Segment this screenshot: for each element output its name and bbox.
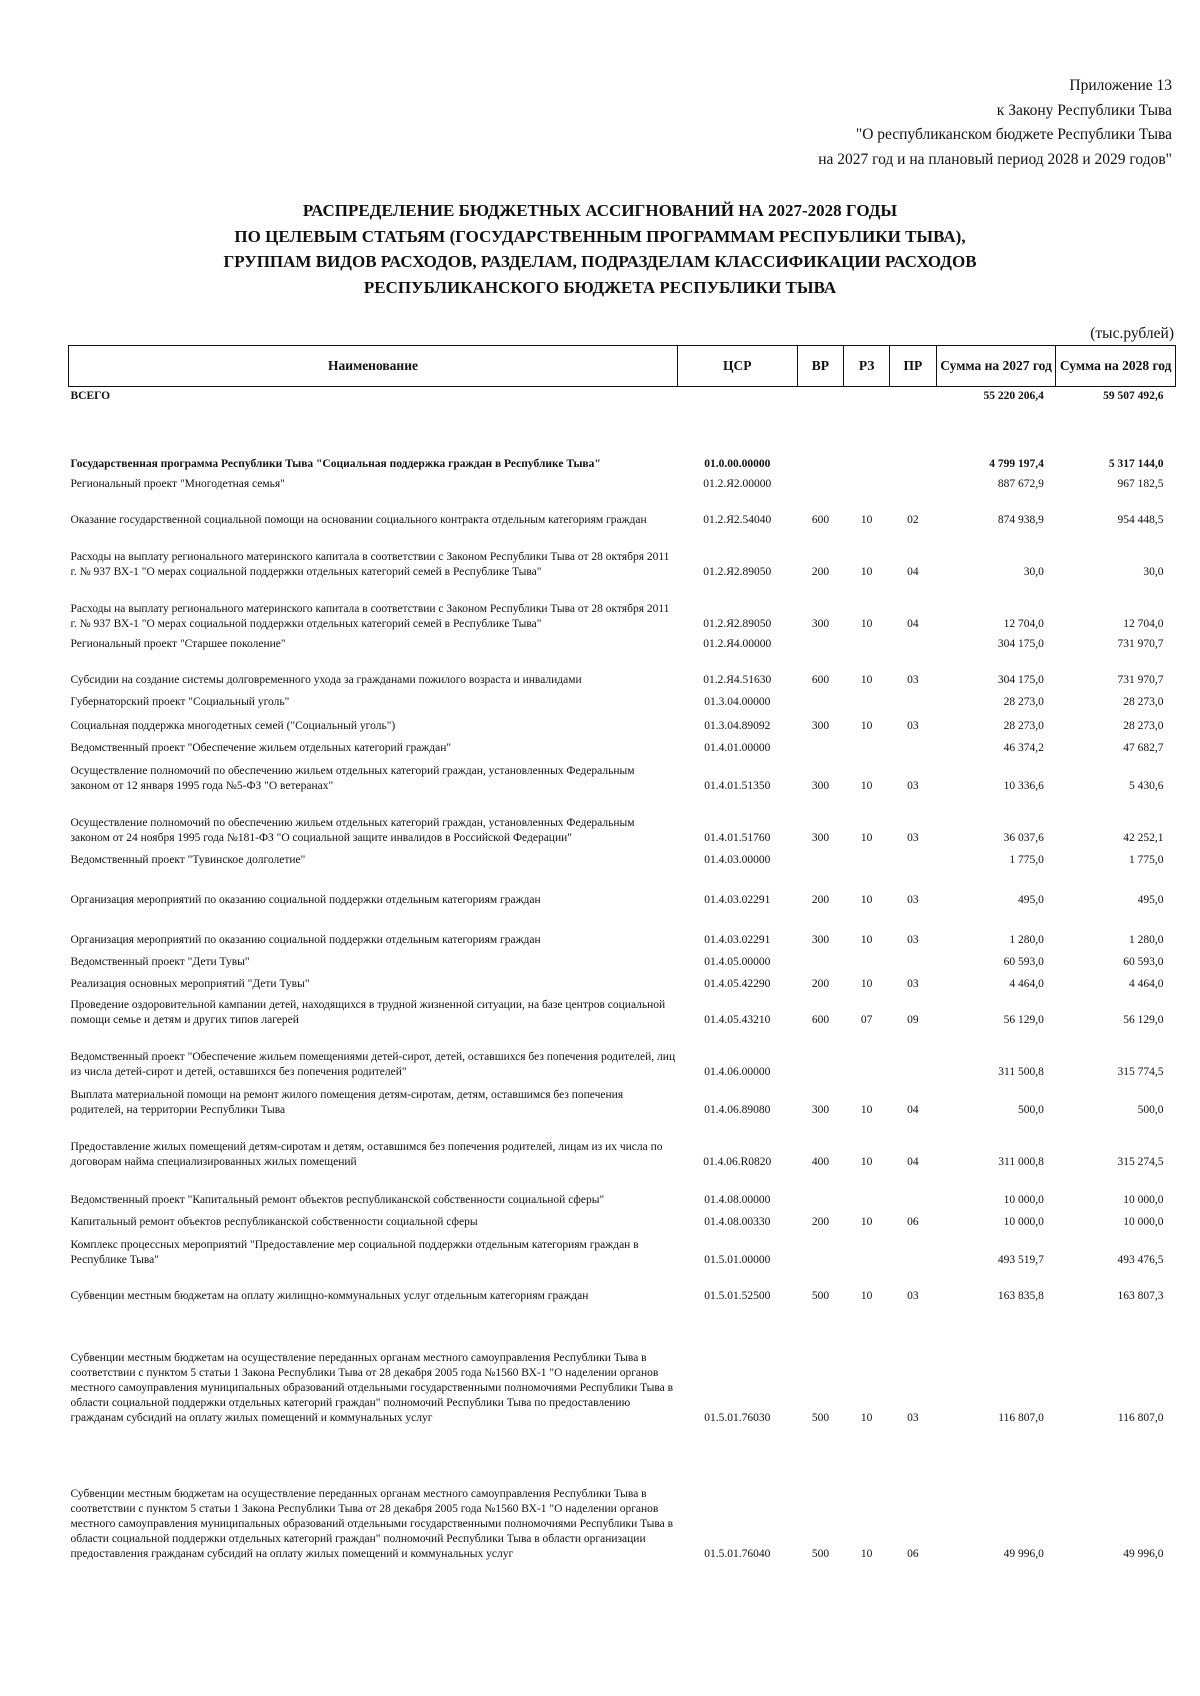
cell-sum-2027: 493 519,7 <box>997 1253 1044 1266</box>
cell-rz <box>844 1233 890 1271</box>
cell-vr: 500 <box>811 1547 830 1560</box>
cell-sum-2027: 887 672,9 <box>997 477 1044 490</box>
table-row <box>69 425 1176 475</box>
cell-csr: 01.5.01.00000 <box>704 1253 771 1266</box>
cell-csr: 01.4.05.42290 <box>704 977 771 990</box>
table-row <box>69 1173 1176 1211</box>
cell-csr: 01.4.01.00000 <box>704 741 771 754</box>
cell-pr <box>889 951 936 973</box>
cell-vr <box>797 475 844 495</box>
cell-sum-2028: 5 430,6 <box>1129 779 1164 792</box>
table-row <box>69 531 1176 583</box>
cell-csr: 01.0.00.00000 <box>704 457 771 470</box>
table-row <box>69 1083 1176 1121</box>
cell-rz <box>844 635 890 655</box>
cell-sum-2027: 10 000,0 <box>1003 1193 1044 1206</box>
cell-sum-2027: 304 175,0 <box>997 637 1044 650</box>
cell-rz: 10 <box>860 1215 873 1228</box>
cell-csr: 01.4.08.00000 <box>704 1193 771 1206</box>
header-vr: ВР <box>797 346 844 387</box>
cell-sum-2027: 500,0 <box>1017 1103 1044 1116</box>
table-row <box>69 995 1176 1031</box>
cell-pr: 03 <box>907 779 919 792</box>
cell-name: Субвенции местным бюджетам на осуществление переданных органам местного самоуправления Республики Тыва в соответствии с пунктом 5 статьи 1 Закона Республики Тыва от 28 декабря 2005 года №1560 ВХ-1 "О наделении органов местного самоуправления муниципальных образований отдельными государственными полномочиями Республики Тыва в области социальной поддержки отдельных категорий граждан" полномочий Республики Тыва по предоставлению гражданам субсидий на оплату жилых помещений и коммунальных услуг <box>70 1351 674 1424</box>
table-row <box>69 1233 1176 1271</box>
cell-pr: 09 <box>907 1013 919 1026</box>
cell-csr: 01.4.06.00000 <box>704 1065 771 1078</box>
table-row <box>69 635 1176 655</box>
cell-sum-2028: 731 970,7 <box>1117 673 1164 686</box>
table-row <box>69 655 1176 691</box>
cell-rz: 10 <box>860 1155 873 1168</box>
cell-pr <box>889 737 936 759</box>
table-row <box>69 691 1176 713</box>
cell-pr: 04 <box>907 1103 919 1116</box>
cell-vr: 400 <box>811 1155 830 1168</box>
cell-pr <box>889 387 936 425</box>
cell-rz: 10 <box>860 565 873 578</box>
table-row <box>69 737 1176 759</box>
cell-rz: 10 <box>860 1411 873 1424</box>
cell-rz: 10 <box>860 673 873 686</box>
cell-vr <box>797 691 844 713</box>
cell-pr <box>889 475 936 495</box>
document-title <box>70 198 1130 300</box>
cell-sum-2028: 731 970,7 <box>1117 637 1164 650</box>
units-label: (тыс.рублей) <box>1090 325 1174 342</box>
cell-rz: 10 <box>860 779 873 792</box>
cell-sum-2028: 493 476,5 <box>1117 1253 1164 1266</box>
cell-sum-2028: 315 274,5 <box>1117 1155 1164 1168</box>
cell-sum-2027: 4 464,0 <box>1009 977 1044 990</box>
cell-vr: 300 <box>811 1103 830 1116</box>
title-line-1: РАСПРЕДЕЛЕНИЕ БЮДЖЕТНЫХ АССИГНОВАНИЙ НА 2027-2028 ГОДЫ <box>302 201 898 220</box>
table-row <box>69 583 1176 635</box>
cell-name: Оказание государственной социальной помощи на основании социального контракта отдельным категориям граждан <box>70 513 647 526</box>
cell-name: Субсидии на создание системы долговременного ухода за гражданами пожилого возраста и инвалидами <box>70 673 582 686</box>
table-header-row <box>69 346 1176 387</box>
cell-sum-2028: 42 252,1 <box>1123 831 1164 844</box>
cell-vr: 200 <box>811 1215 830 1228</box>
cell-sum-2027: 116 807,0 <box>998 1411 1044 1424</box>
budget-table <box>68 345 1176 1565</box>
cell-name: Осуществление полномочий по обеспечению жильем отдельных категорий граждан, установленных Федеральным законом от 24 ноября 1995 года №181-ФЗ "О социальной защите инвалидов в Российской Федерации" <box>70 816 635 844</box>
cell-rz: 10 <box>860 977 873 990</box>
cell-name: Организация мероприятий по оказанию социальной поддержки отдельным категориям граждан <box>70 933 541 946</box>
table-row <box>69 797 1176 849</box>
cell-sum-2028: 967 182,5 <box>1117 477 1164 490</box>
cell-sum-2028: 5 317 144,0 <box>1108 457 1164 470</box>
cell-sum-2028: 10 000,0 <box>1123 1193 1164 1206</box>
cell-sum-2028: 12 704,0 <box>1123 617 1164 630</box>
cell-name: Государственная программа Республики Тыва "Социальная поддержка граждан в Республике Тыва" <box>70 457 601 470</box>
cell-name: Ведомственный проект "Капитальный ремонт объектов республиканской собственности социальной сферы" <box>70 1193 605 1206</box>
cell-name: Капитальный ремонт объектов республиканской собственности социальной сферы <box>70 1215 478 1228</box>
cell-vr: 300 <box>811 831 830 844</box>
cell-sum-2028: 116 807,0 <box>1117 1411 1164 1424</box>
cell-pr: 03 <box>907 893 919 906</box>
header-pr: ПР <box>889 346 936 387</box>
cell-rz <box>844 691 890 713</box>
cell-sum-2028: 10 000,0 <box>1123 1215 1164 1228</box>
cell-pr <box>889 1173 936 1211</box>
cell-csr: 01.2.Я2.54040 <box>703 513 772 526</box>
cell-rz: 07 <box>860 1013 873 1026</box>
cell-sum-2028: 1 280,0 <box>1129 933 1164 946</box>
cell-name: Субвенции местным бюджетам на оплату жилищно-коммунальных услуг отдельным категориям граждан <box>70 1289 589 1302</box>
cell-rz: 10 <box>860 933 873 946</box>
cell-name: Субвенции местным бюджетам на осуществление переданных органам местного самоуправления Республики Тыва в соответствии с пунктом 5 статьи 1 Закона Республики Тыва от 28 декабря 2005 года №1560 ВХ-1 "О наделении органов местного самоуправления муниципальных образований отдельными государственными полномочиями Республики Тыва в области социальной поддержки отдельных категорий граждан" полномочий Республики Тыва в области организации предоставления гражданам субсидий на оплату жилых помещений и коммунальных услуг <box>70 1487 674 1560</box>
cell-sum-2027: 495,0 <box>1017 893 1044 906</box>
table-row <box>69 1121 1176 1173</box>
cell-pr: 03 <box>907 719 919 732</box>
cell-vr <box>797 1233 844 1271</box>
cell-vr: 200 <box>811 977 830 990</box>
cell-sum-2027: 1 775,0 <box>1009 853 1044 866</box>
cell-pr: 04 <box>907 1155 919 1168</box>
cell-csr: 01.4.01.51760 <box>704 831 771 844</box>
cell-name: Предоставление жилых помещений детям-сиротам и детям, оставшимся без попечения родителей, лицам из их числа по договорам найма специализированных жилых помещений <box>70 1140 663 1168</box>
cell-csr: 01.2.Я4.51630 <box>703 673 772 686</box>
cell-sum-2027: 12 704,0 <box>1003 617 1044 630</box>
cell-pr <box>889 635 936 655</box>
cell-sum-2028: 28 273,0 <box>1123 695 1164 708</box>
cell-csr: 01.2.Я4.00000 <box>703 637 772 650</box>
cell-sum-2028: 495,0 <box>1137 893 1164 906</box>
table-row <box>69 1031 1176 1083</box>
table-row <box>69 387 1176 425</box>
title-line-3: ГРУППАМ ВИДОВ РАСХОДОВ, РАЗДЕЛАМ, ПОДРАЗДЕЛАМ КЛАССИФИКАЦИИ РАСХОДОВ <box>223 252 977 271</box>
cell-pr <box>889 1233 936 1271</box>
cell-pr: 03 <box>907 831 919 844</box>
cell-sum-2027: 60 593,0 <box>1003 955 1044 968</box>
cell-csr: 01.5.01.76030 <box>704 1411 771 1424</box>
cell-vr: 300 <box>811 617 830 630</box>
cell-sum-2028: 4 464,0 <box>1129 977 1164 990</box>
cell-sum-2028: 1 775,0 <box>1129 853 1164 866</box>
cell-rz: 10 <box>860 831 873 844</box>
cell-vr <box>797 951 844 973</box>
cell-pr <box>889 1031 936 1083</box>
cell-csr <box>677 387 797 425</box>
cell-vr <box>797 425 844 475</box>
appendix-line-2: к Закону Республики Тыва <box>996 101 1172 119</box>
header-sum-2028: Сумма на 2028 год <box>1056 346 1176 387</box>
cell-sum-2027: 55 220 206,4 <box>983 390 1044 402</box>
cell-name: Осуществление полномочий по обеспечению жильем отдельных категорий граждан, установленных Федеральным законом от 12 января 1995 года №5-ФЗ "О ветеранах" <box>70 764 635 792</box>
cell-vr <box>797 1173 844 1211</box>
cell-rz: 10 <box>860 719 873 732</box>
cell-sum-2027: 56 129,0 <box>1003 1013 1044 1026</box>
cell-csr: 01.4.03.02291 <box>704 893 771 906</box>
cell-pr: 03 <box>907 977 919 990</box>
cell-sum-2028: 49 996,0 <box>1123 1547 1164 1560</box>
cell-name: Ведомственный проект "Обеспечение жильем отдельных категорий граждан" <box>70 741 452 754</box>
cell-name: Реализация основных мероприятий "Дети Тувы" <box>70 977 310 990</box>
cell-sum-2027: 10 336,6 <box>1003 779 1044 792</box>
cell-csr: 01.5.01.76040 <box>704 1547 771 1560</box>
cell-vr: 300 <box>811 719 830 732</box>
cell-rz: 10 <box>860 513 873 526</box>
cell-rz <box>844 849 890 871</box>
table-row <box>69 1271 1176 1307</box>
cell-sum-2027: 163 835,8 <box>997 1289 1044 1302</box>
cell-rz: 10 <box>860 617 873 630</box>
header-csr: ЦСР <box>677 346 797 387</box>
cell-vr <box>797 737 844 759</box>
cell-name: Социальная поддержка многодетных семей ("Социальный уголь") <box>70 719 396 732</box>
cell-name: Организация мероприятий по оказанию социальной поддержки отдельным категориям граждан <box>70 893 541 906</box>
table-row <box>69 973 1176 995</box>
cell-pr: 04 <box>907 617 919 630</box>
cell-name: Расходы на выплату регионального материнского капитала в соответствии с Законом Республики Тыва от 28 октября 2011 г. № 937 ВХ-1 "О мерах социальной поддержки отдельных категорий семей в Республике Тыва" <box>70 602 670 630</box>
cell-vr <box>797 635 844 655</box>
cell-name: Комплекс процессных мероприятий "Предоставление мер социальной поддержки отдельным категориям граждан в Республике Тыва" <box>70 1238 639 1266</box>
cell-csr: 01.4.05.00000 <box>704 955 771 968</box>
cell-vr: 600 <box>811 513 830 526</box>
cell-sum-2028: 47 682,7 <box>1123 741 1164 754</box>
cell-sum-2027: 28 273,0 <box>1003 695 1044 708</box>
appendix-line-4: на 2027 год и на плановый период 2028 и 2029 годов" <box>818 150 1172 168</box>
table-row <box>69 911 1176 951</box>
cell-pr <box>889 425 936 475</box>
cell-name: Ведомственный проект "Дети Тувы" <box>70 955 250 968</box>
cell-sum-2027: 1 280,0 <box>1009 933 1044 946</box>
table-body <box>69 387 1176 1565</box>
cell-vr: 500 <box>811 1411 830 1424</box>
cell-rz <box>844 1173 890 1211</box>
table-row <box>69 1307 1176 1429</box>
cell-rz <box>844 425 890 475</box>
cell-csr: 01.4.05.43210 <box>704 1013 771 1026</box>
cell-rz <box>844 951 890 973</box>
cell-csr: 01.4.03.02291 <box>704 933 771 946</box>
table-row <box>69 495 1176 531</box>
cell-pr: 06 <box>907 1547 919 1560</box>
cell-rz <box>844 387 890 425</box>
cell-pr: 06 <box>907 1215 919 1228</box>
table-row <box>69 1211 1176 1233</box>
cell-sum-2028: 163 807,3 <box>1117 1289 1164 1302</box>
header-sum-2027: Сумма на 2027 год <box>936 346 1056 387</box>
cell-name: Региональный проект "Многодетная семья" <box>70 477 285 490</box>
cell-pr: 02 <box>907 513 919 526</box>
cell-name: Ведомственный проект "Тувинское долголетие" <box>70 853 306 866</box>
cell-vr: 300 <box>811 933 830 946</box>
cell-csr: 01.2.Я2.00000 <box>703 477 772 490</box>
cell-pr: 03 <box>907 1411 919 1424</box>
cell-name: Региональный проект "Старшее поколение" <box>70 637 286 650</box>
cell-name: ВСЕГО <box>70 390 111 402</box>
title-line-2: ПО ЦЕЛЕВЫМ СТАТЬЯМ (ГОСУДАРСТВЕННЫМ ПРОГРАММАМ РЕСПУБЛИКИ ТЫВА), <box>234 226 966 246</box>
cell-vr: 200 <box>811 893 830 906</box>
cell-pr <box>889 849 936 871</box>
cell-sum-2027: 28 273,0 <box>1003 719 1044 732</box>
cell-sum-2027: 36 037,6 <box>1003 831 1044 844</box>
cell-vr <box>797 387 844 425</box>
cell-sum-2028: 59 507 492,6 <box>1103 390 1164 402</box>
cell-csr: 01.3.04.89092 <box>704 719 771 732</box>
header-rz: РЗ <box>844 346 890 387</box>
table-row <box>69 475 1176 495</box>
cell-rz <box>844 737 890 759</box>
header-name: Наименование <box>69 346 678 387</box>
table-row <box>69 759 1176 797</box>
cell-sum-2027: 874 938,9 <box>997 513 1044 526</box>
cell-csr: 01.4.01.51350 <box>704 779 771 792</box>
cell-sum-2027: 4 799 197,4 <box>989 457 1044 470</box>
cell-sum-2027: 10 000,0 <box>1003 1215 1044 1228</box>
cell-vr: 500 <box>811 1289 830 1302</box>
cell-name: Губернаторский проект "Социальный уголь" <box>70 695 290 708</box>
cell-rz <box>844 475 890 495</box>
title-line-4: РЕСПУБЛИКАНСКОГО БЮДЖЕТА РЕСПУБЛИКИ ТЫВА <box>363 277 837 297</box>
cell-sum-2028: 30,0 <box>1143 565 1164 578</box>
appendix-line-3: "О республиканском бюджете Республики Тыва <box>855 126 1172 143</box>
cell-csr: 01.4.08.00330 <box>704 1215 771 1228</box>
cell-csr: 01.4.03.00000 <box>704 853 771 866</box>
cell-sum-2028: 315 774,5 <box>1117 1065 1164 1078</box>
cell-vr: 300 <box>811 779 830 792</box>
cell-sum-2027: 311 500,8 <box>998 1065 1044 1078</box>
cell-vr: 600 <box>811 1013 830 1026</box>
cell-sum-2028: 28 273,0 <box>1123 719 1164 732</box>
cell-rz <box>844 1031 890 1083</box>
cell-name: Проведение оздоровительной кампании детей, находящихся в трудной жизненной ситуации, на базе центров социальной помощи семье и детям и других типов лагерей <box>70 998 666 1026</box>
table-row <box>69 1429 1176 1565</box>
cell-sum-2027: 304 175,0 <box>997 673 1044 686</box>
table-row <box>69 849 1176 871</box>
cell-pr: 03 <box>907 933 919 946</box>
cell-csr: 01.4.06.89080 <box>704 1103 771 1116</box>
cell-pr <box>889 691 936 713</box>
table-row <box>69 713 1176 737</box>
cell-vr: 600 <box>811 673 830 686</box>
table-row <box>69 871 1176 911</box>
cell-sum-2027: 49 996,0 <box>1003 1547 1044 1560</box>
appendix-line-1: Приложение 13 <box>1069 77 1172 94</box>
cell-sum-2027: 46 374,2 <box>1003 741 1044 754</box>
cell-sum-2027: 30,0 <box>1023 565 1044 578</box>
cell-name: Расходы на выплату регионального материнского капитала в соответствии с Законом Республики Тыва от 28 октября 2011 г. № 937 ВХ-1 "О мерах социальной поддержки отдельных категорий семей в Республике Тыва" <box>70 550 670 578</box>
appendix-block <box>612 74 1172 172</box>
cell-rz: 10 <box>860 1103 873 1116</box>
cell-sum-2027: 311 000,8 <box>998 1155 1044 1168</box>
cell-pr: 03 <box>907 1289 919 1302</box>
cell-csr: 01.2.Я2.89050 <box>703 565 772 578</box>
cell-csr: 01.4.06.R0820 <box>703 1155 772 1168</box>
cell-vr <box>797 849 844 871</box>
cell-pr: 03 <box>907 673 919 686</box>
cell-pr: 04 <box>907 565 919 578</box>
cell-sum-2028: 500,0 <box>1137 1103 1164 1116</box>
cell-csr: 01.3.04.00000 <box>704 695 771 708</box>
cell-rz: 10 <box>860 1289 873 1302</box>
cell-sum-2028: 56 129,0 <box>1123 1013 1164 1026</box>
cell-vr: 200 <box>811 565 830 578</box>
cell-csr: 01.2.Я2.89050 <box>703 617 772 630</box>
cell-rz: 10 <box>860 1547 873 1560</box>
cell-sum-2028: 954 448,5 <box>1117 513 1164 526</box>
cell-rz: 10 <box>860 893 873 906</box>
cell-csr: 01.5.01.52500 <box>704 1289 771 1302</box>
table-row <box>69 951 1176 973</box>
cell-name: Ведомственный проект "Обеспечение жильем помещениями детей-сирот, детей, оставшихся без попечения родителей, лиц из числа детей-сирот и детей, оставшихся без попечения родителей" <box>70 1050 676 1078</box>
cell-vr <box>797 1031 844 1083</box>
cell-name: Выплата материальной помощи на ремонт жилого помещения детям-сиротам, детям, оставшимся без попечения родителей, на территории Республики Тыва <box>70 1088 624 1116</box>
cell-sum-2028: 60 593,0 <box>1123 955 1164 968</box>
